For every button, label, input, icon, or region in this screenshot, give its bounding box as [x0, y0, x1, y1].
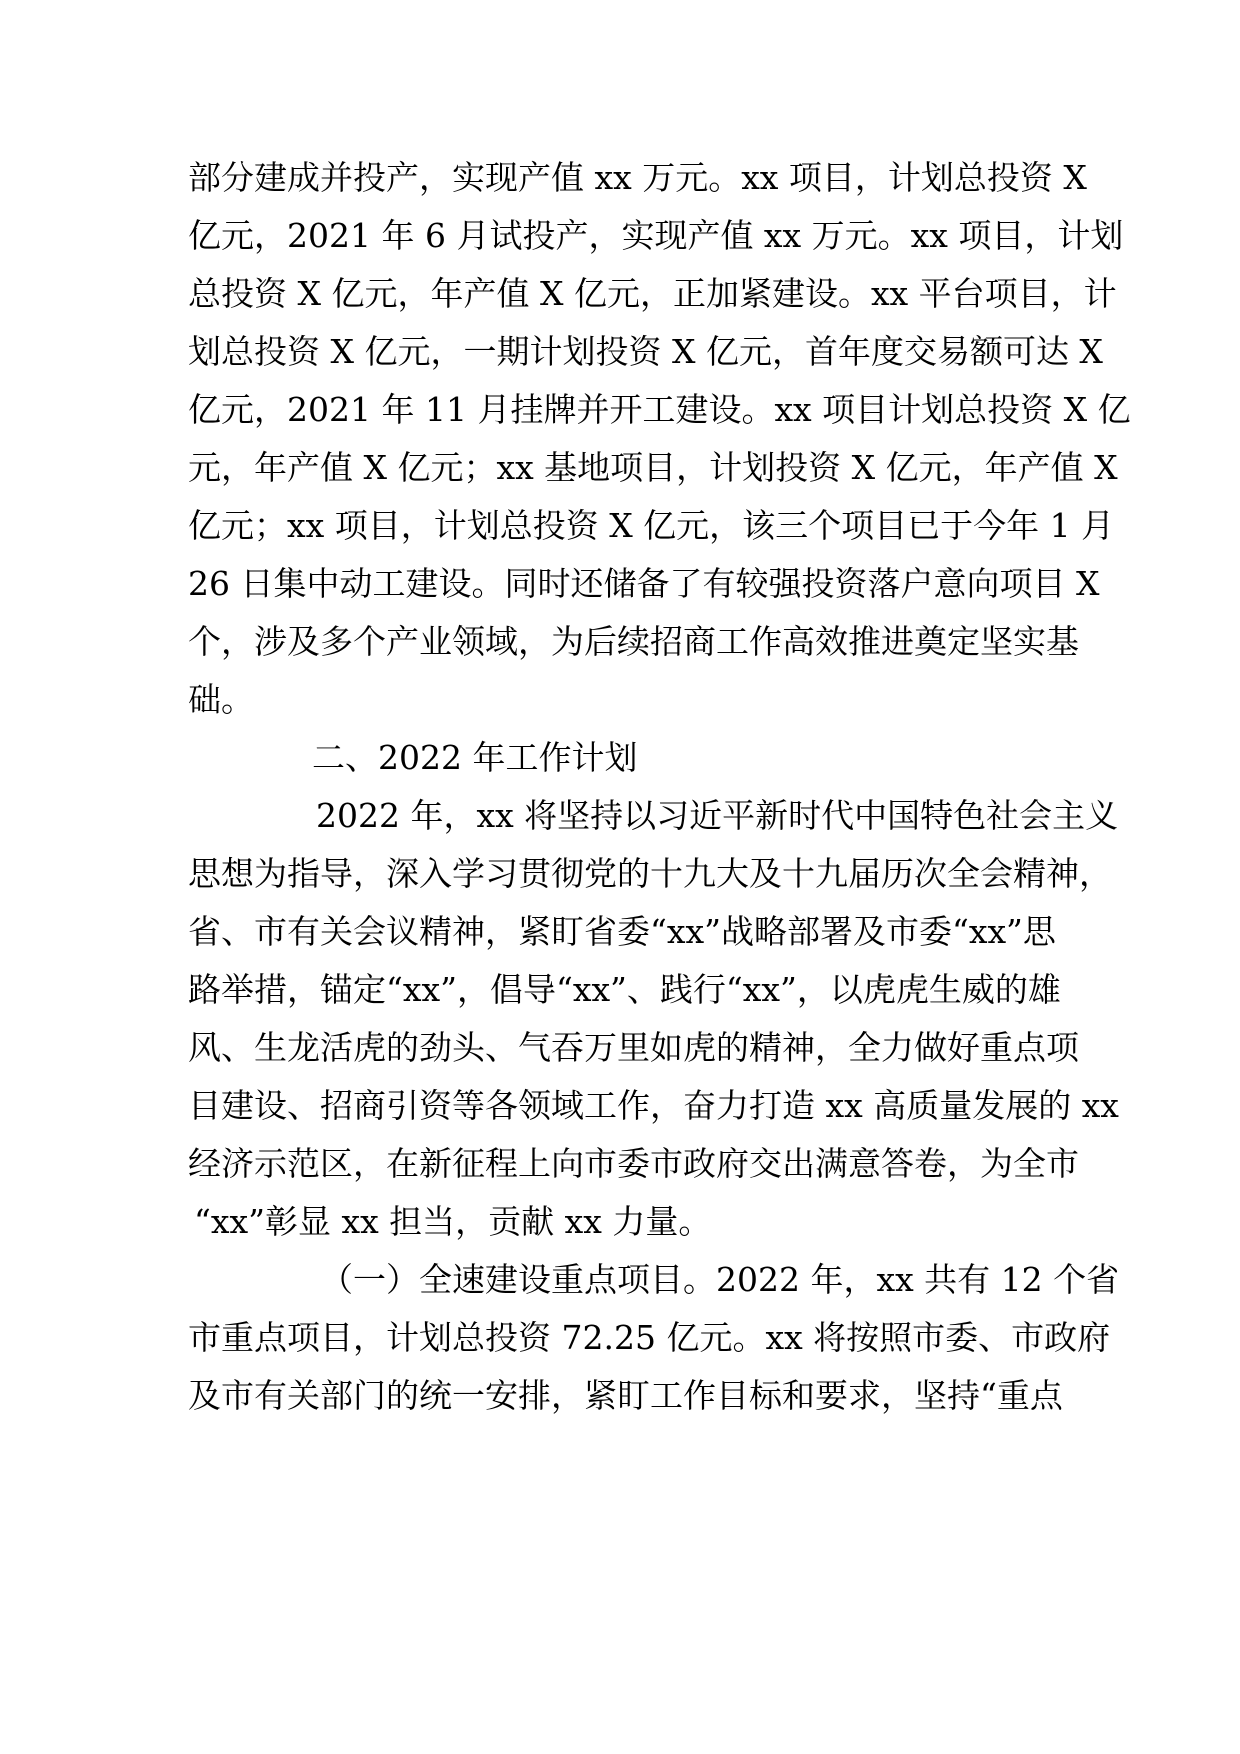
- section-heading: 二、2022 年工作计划: [312, 738, 638, 777]
- paragraph-line: 经济示范区，在新征程上向市委市政府交出满意答卷，为全市: [188, 1144, 1079, 1183]
- paragraph-line: 部分建成并投产，实现产值 xx 万元。xx 项目，计划总投资 X: [188, 158, 1087, 197]
- paragraph-line: 路举措，锚定“xx”，倡导“xx”、践行“xx”，以虎虎生威的雄: [188, 970, 1061, 1009]
- paragraph-line: 础。: [188, 680, 254, 719]
- paragraph-line: 思想为指导，深入学习贯彻党的十九大及十九届历次全会精神，: [188, 854, 1112, 893]
- paragraph-line: 风、生龙活虎的劲头、气吞万里如虎的精神，全力做好重点项: [188, 1028, 1079, 1067]
- paragraph-line: “xx”彰显 xx 担当，贡献 xx 力量。: [194, 1202, 712, 1241]
- paragraph-line: 亿元，2021 年 11 月挂牌并开工建设。xx 项目计划总投资 X 亿: [188, 390, 1131, 429]
- paragraph-line: 划总投资 X 亿元，一期计划投资 X 亿元，首年度交易额可达 X: [188, 332, 1103, 371]
- paragraph-line: 元，年产值 X 亿元；xx 基地项目，计划投资 X 亿元，年产值 X: [188, 448, 1118, 487]
- paragraph-line: 及市有关部门的统一安排，紧盯工作目标和要求，坚持“重点: [188, 1376, 1063, 1415]
- paragraph-line: 总投资 X 亿元，年产值 X 亿元，正加紧建设。xx 平台项目，计: [188, 274, 1117, 313]
- paragraph-line: 个，涉及多个产业领域，为后续招商工作高效推进奠定坚实基: [188, 622, 1079, 661]
- paragraph-line: 亿元；xx 项目，计划总投资 X 亿元，该三个项目已于今年 1 月: [188, 506, 1115, 545]
- paragraph-line: 26 日集中动工建设。同时还储备了有较强投资落户意向项目 X: [188, 564, 1100, 603]
- paragraph-line: 目建设、招商引资等各领域工作，奋力打造 xx 高质量发展的 xx: [188, 1086, 1119, 1125]
- paragraph-line: 亿元，2021 年 6 月试投产，实现产值 xx 万元。xx 项目，计划: [188, 216, 1124, 255]
- paragraph-line: 省、市有关会议精神，紧盯省委“xx”战略部署及市委“xx”思: [188, 912, 1056, 951]
- subsection-line: （一）全速建设重点项目。2022 年，xx 共有 12 个省: [320, 1260, 1120, 1299]
- paragraph-line: 市重点项目，计划总投资 72.25 亿元。xx 将按照市委、市政府: [188, 1318, 1111, 1357]
- paragraph-line: 2022 年，xx 将坚持以习近平新时代中国特色社会主义: [316, 796, 1119, 835]
